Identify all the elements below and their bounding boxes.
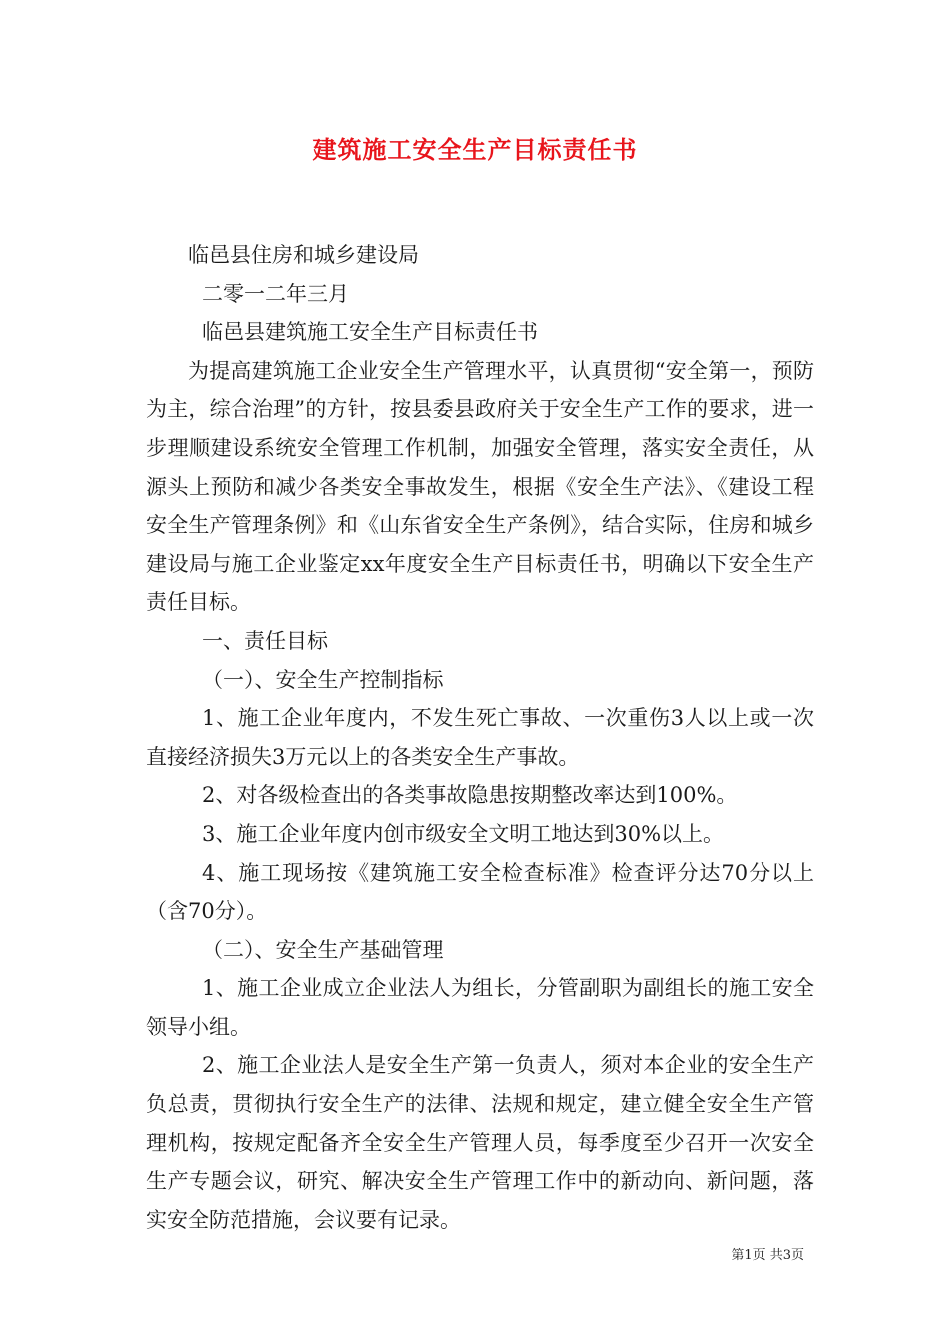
paragraph: 1、施工企业成立企业法人为组长，分管副职为副组长的施工安全领导小组。: [146, 976, 814, 1039]
paragraph: 二零一二年三月: [202, 281, 349, 306]
paragraph: （二）、安全生产基础管理: [202, 937, 444, 962]
paragraph: 临邑县住房和城乡建设局: [188, 243, 419, 267]
paragraph: 3、施工企业年度内创市级安全文明工地达到30%以上。: [202, 821, 725, 846]
paragraph: 临邑县建筑施工安全生产目标责任书: [202, 320, 538, 345]
paragraph: 4、施工现场按《建筑施工安全检查标准》检查评分达70分以上（含70分）。: [146, 860, 814, 924]
paragraph: 1、施工企业年度内，不发生死亡事故、一次重伤3人以上或一次直接经济损失3万元以上的各类安全生产事故。: [146, 706, 814, 769]
document-body: [146, 236, 814, 1239]
paragraph: 2、对各级检查出的各类事故隐患按期整改率达到100%。: [202, 783, 738, 808]
page-number: 第1页 共3页: [731, 1248, 804, 1263]
paragraph: 一、责任目标: [202, 628, 328, 653]
paragraph: （一）、安全生产控制指标: [202, 667, 444, 692]
document-title: 建筑施工安全生产目标责任书: [312, 135, 638, 164]
paragraph: 2、施工企业法人是安全生产第一负责人，须对本企业的安全生产负总责，贯彻执行安全生产的法律、法规和规定，建立健全安全生产管理机构，按规定配备齐全安全生产管理人员，每季度至少召开一次安全生产专题会议，研究、解决安全生产管理工作中的新动向、新问题，落实安全防范措施，会议要有记录。: [146, 1053, 814, 1232]
paragraph: 为提高建筑施工企业安全生产管理水平，认真贯彻“安全第一，预防为主，综合治理”的方针，按县委县政府关于安全生产工作的要求，进一步理顺建设系统安全管理工作机制，加强安全管理，落实安全责任，从源头上预防和减少各类安全事故发生，根据《安全生产法》、《建设工程安全生产管理条例》和《山东省安全生产条例》，结合实际，住房和城乡建设局与施工企业鉴定xx年度安全生产目标责任书，明确以下安全生产责任目标。: [146, 358, 814, 615]
